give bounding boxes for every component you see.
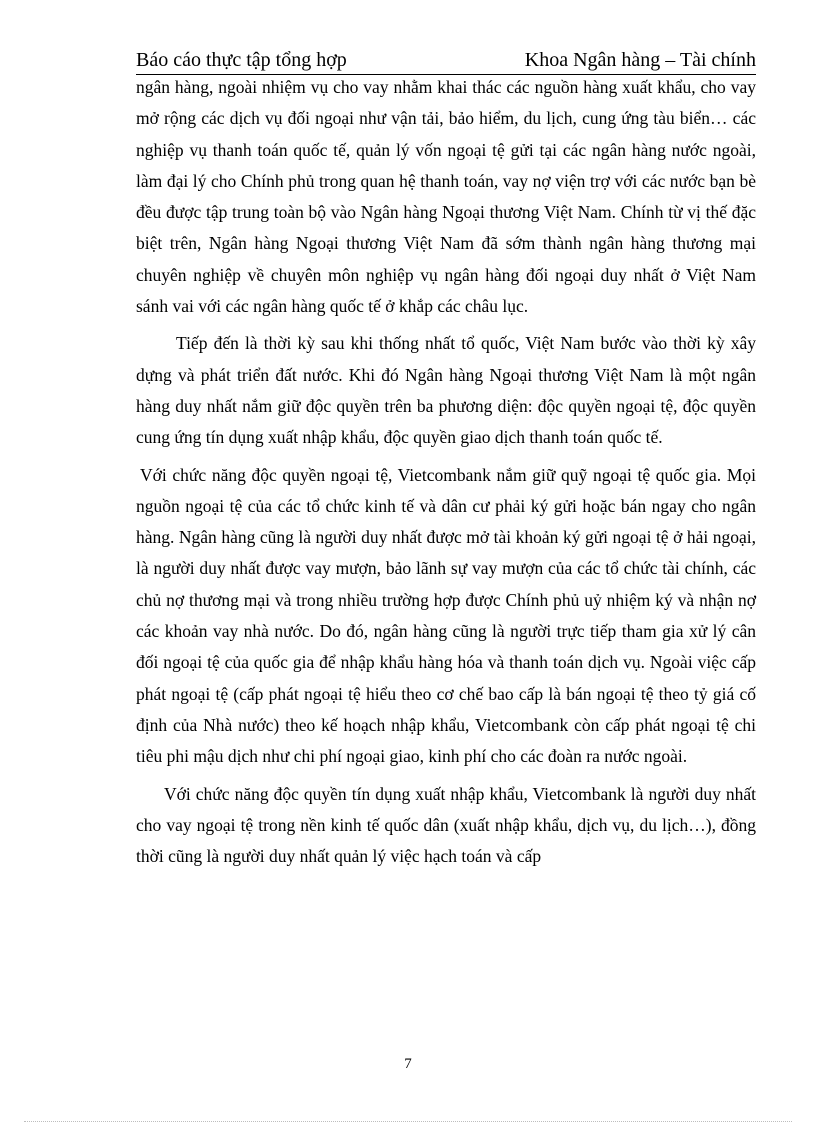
paragraph-4: Với chức năng độc quyền tín dụng xuất nhập khẩu, Vietcombank là người duy nhất cho vay ngoại tệ trong nền kinh tế quốc dân (xuất nhập khẩu, dịch vụ, du lịch…), đồng thời cũng là người duy nhất quản lý việc hạch toán và cấp bbox=[136, 783, 756, 867]
header-report-title: Báo cáo thực tập tổng hợp bbox=[136, 49, 347, 71]
paragraph-1: ngân hàng, ngoài nhiệm vụ cho vay nhằm khai thác các nguồn hàng xuất khẩu, cho vay mở rộng các dịch vụ đối ngoại như vận tải, bảo hiểm, du lịch, cung ứng tàu biển… các nghiệp vụ thanh toán quốc tế, quản lý vốn ngoại tệ gửi tại các ngân hàng nước ngoài, làm đại lý cho Chính phủ trong quan hệ thanh toán, vay nợ viện trợ với các nước bạn bè đều được tập trung toàn bộ vào Ngân hàng Ngoại thương Việt Nam. Chính từ vị thế đặc biệt trên, Ngân hàng Ngoại thương Việt Nam đã sớm thành ngân hàng thương mại chuyên nghiệp về chuyên môn nghiệp vụ ngân hàng đối ngoại duy nhất ở Việt Nam sánh vai với các ngân hàng quốc tế ở khắp các châu lục. bbox=[136, 77, 756, 317]
page-break-divider bbox=[24, 1121, 792, 1122]
paragraph-3: Với chức năng độc quyền ngoại tệ, Vietcombank nắm giữ quỹ ngoại tệ quốc gia. Mọi nguồn ngoại tệ của các tổ chức kinh tế và dân cư phải ký gửi hoặc bán ngay cho ngân hàng. Ngân hàng cũng là người duy nhất được mở tài khoản ký gửi ngoại tệ ở hải ngoại, là người duy nhất được vay mượn, bảo lãnh sự vay mượn của các tổ chức tài chính, các chủ nợ thương mại và trong nhiều trường hợp được Chính phủ uỷ nhiệm ký và nhận nợ các khoản vay nhà nước. Do đó, ngân hàng cũng là người trực tiếp tham gia xử lý cân đối ngoại tệ của quốc gia để nhập khẩu hàng hóa và thanh toán dịch vụ. Ngoài việc cấp phát ngoại tệ (cấp phát ngoại tệ hiểu theo cơ chế bao cấp là bán ngoại tệ theo tỷ giá cố định của Nhà nước) theo kế hoạch nhập khẩu, Vietcombank còn cấp phát ngoại tệ chi tiêu phi mậu dịch như chi phí ngoại giao, kinh phí cho các đoàn ra nước ngoài. bbox=[136, 464, 756, 767]
page-number: 7 bbox=[404, 1056, 412, 1072]
document-body bbox=[136, 72, 756, 872]
page-header bbox=[136, 48, 756, 75]
paragraph-2: Tiếp đến là thời kỳ sau khi thống nhất tổ quốc, Việt Nam bước vào thời kỳ xây dựng và phát triển đất nước. Khi đó Ngân hàng Ngoại thương Việt Nam là một ngân hàng duy nhất nắm giữ độc quyền trên ba phương diện: độc quyền ngoại tệ, độc quyền cung ứng tín dụng xuất nhập khẩu, độc quyền giao dịch thanh toán quốc tế. bbox=[136, 333, 756, 448]
header-faculty-name: Khoa Ngân hàng – Tài chính bbox=[524, 49, 756, 71]
